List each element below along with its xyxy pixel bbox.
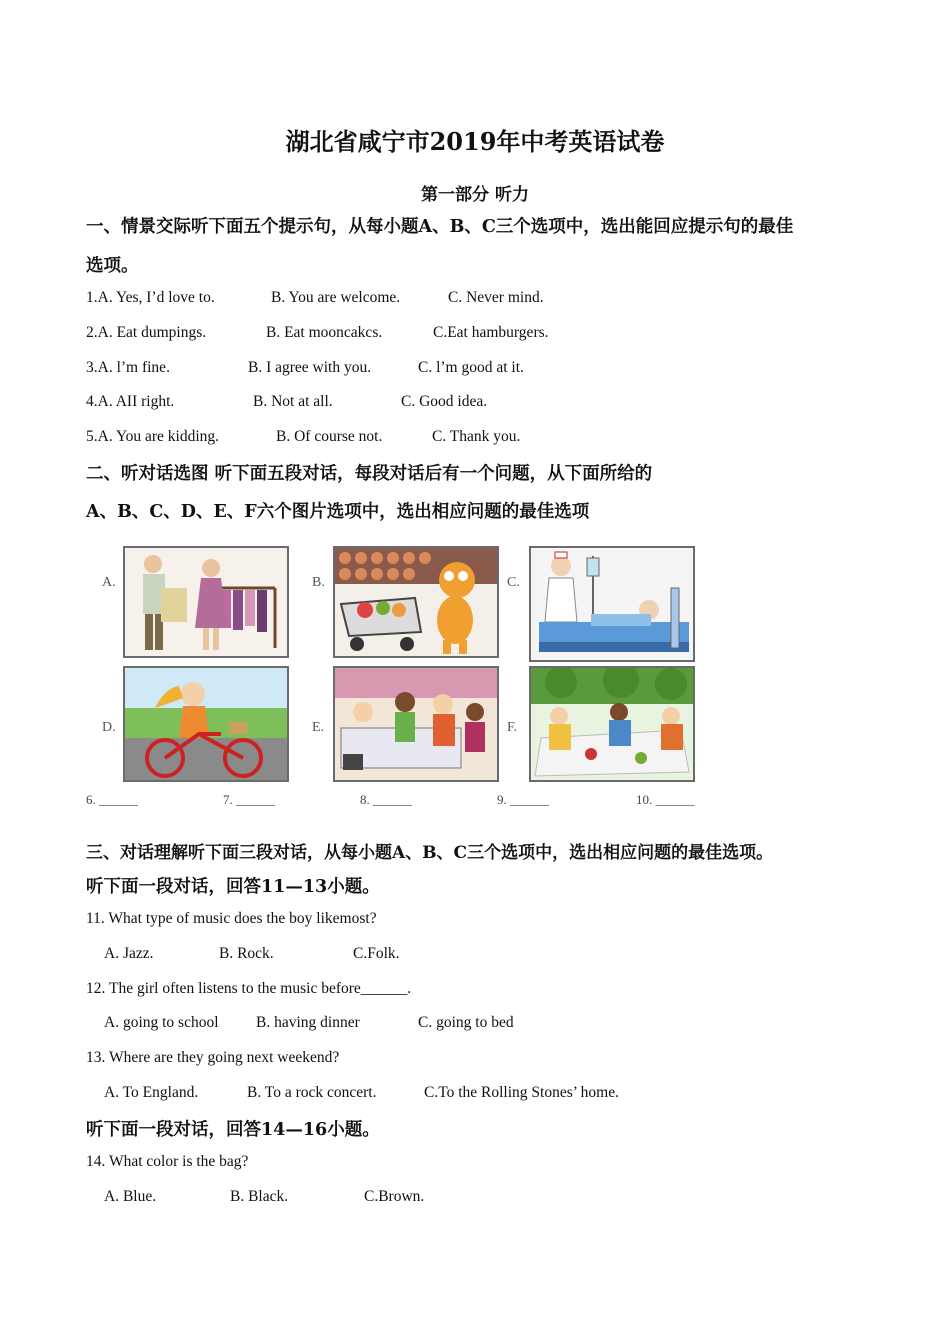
picture-b-cat-shopping [333, 546, 499, 658]
picture-label-f: F. [507, 720, 518, 735]
section2-heading-cont: A、B、C、D、E、F六个图片选项中，选出相应问题的最佳选项 [86, 502, 590, 522]
section1-heading-cont: 选项。 [86, 256, 139, 276]
q13-option-a: A. To England. [104, 1084, 199, 1101]
part-title: 第一部分 听力 [421, 185, 529, 205]
exam-title: 湖北省咸宁市2019年中考英语试卷 [285, 127, 665, 156]
q12-option-a: A. going to school [104, 1014, 219, 1031]
picture-e-visiting-friend [333, 666, 499, 782]
q1-option-c: C. Never mind. [448, 289, 544, 306]
picture-label-d: D. [102, 720, 116, 735]
q3-option-b: B. I agree with you. [248, 359, 372, 376]
q3-option-c: C. l’m good at it. [418, 359, 524, 376]
picture-label-a: A. [102, 575, 116, 590]
dialog1-instruction: 听下面一段对话，回答11—13小题。 [86, 877, 380, 897]
q11-option-c: C.Folk. [353, 945, 400, 962]
q2-option-c: C.Eat hamburgers. [433, 324, 549, 341]
q13-question: 13. Where are they going next weekend? [86, 1049, 340, 1066]
picture-a-clothes-shop [123, 546, 289, 658]
section3-heading: 三、对话理解听下面三段对话，从每小题A、B、C三个选项中，选出相应问题的最佳选项。 [86, 843, 774, 863]
answer-blank-6[interactable]: 6. ______ [86, 792, 138, 807]
answer-blank-10[interactable]: 10. ______ [636, 792, 695, 807]
q14-option-a: A. Blue. [104, 1188, 157, 1205]
q5-option-c: C. Thank you. [432, 428, 521, 445]
answer-blank-8[interactable]: 8. ______ [360, 792, 412, 807]
q14-question: 14. What color is the bag? [86, 1153, 249, 1170]
answer-blank-7[interactable]: 7. ______ [223, 792, 275, 807]
q2-option-b: B. Eat mooncakcs. [266, 324, 383, 341]
q13-option-c: C.To the Rolling Stones’ home. [424, 1084, 619, 1101]
picture-label-b: B. [312, 575, 325, 590]
q5-option-a: 5.A. You are kidding. [86, 428, 220, 445]
q4-option-a: 4.A. AII right. [86, 393, 175, 410]
picture-c-hospital [529, 546, 695, 662]
q13-option-b: B. To a rock concert. [247, 1084, 377, 1101]
q12-option-b: B. having dinner [256, 1014, 360, 1031]
q2-option-a: 2.A. Eat dumpings. [86, 324, 207, 341]
q12-option-c: C. going to bed [418, 1014, 514, 1031]
q11-question: 11. What type of music does the boy likemost? [86, 910, 377, 927]
q14-option-b: B. Black. [230, 1188, 289, 1205]
answer-blank-9[interactable]: 9. ______ [497, 792, 549, 807]
q14-option-c: C.Brown. [364, 1188, 425, 1205]
picture-f-picnic [529, 666, 695, 782]
q4-option-b: B. Not at all. [253, 393, 333, 410]
dialog2-instruction: 听下面一段对话，回答14—16小题。 [86, 1120, 380, 1140]
picture-d-cycling [123, 666, 289, 782]
picture-label-c: C. [507, 575, 520, 590]
q11-option-b: B. Rock. [219, 945, 274, 962]
picture-label-e: E. [312, 720, 325, 735]
q1-option-b: B. You are welcome. [271, 289, 401, 306]
section2-heading: 二、听对话选图 听下面五段对话，每段对话后有一个问题，从下面所给的 [86, 464, 653, 484]
q5-option-b: B. Of course not. [276, 428, 383, 445]
q3-option-a: 3.A. l’m fine. [86, 359, 170, 376]
q1-option-a: 1.A. Yes, I’d love to. [86, 289, 215, 306]
q4-option-c: C. Good idea. [401, 393, 488, 410]
q11-option-a: A. Jazz. [104, 945, 154, 962]
section1-heading: 一、情景交际听下面五个提示句，从每小题A、B、C三个选项中，选出能回应提示句的最佳 [86, 217, 794, 237]
q12-question: 12. The girl often listens to the music before______. [86, 980, 412, 997]
